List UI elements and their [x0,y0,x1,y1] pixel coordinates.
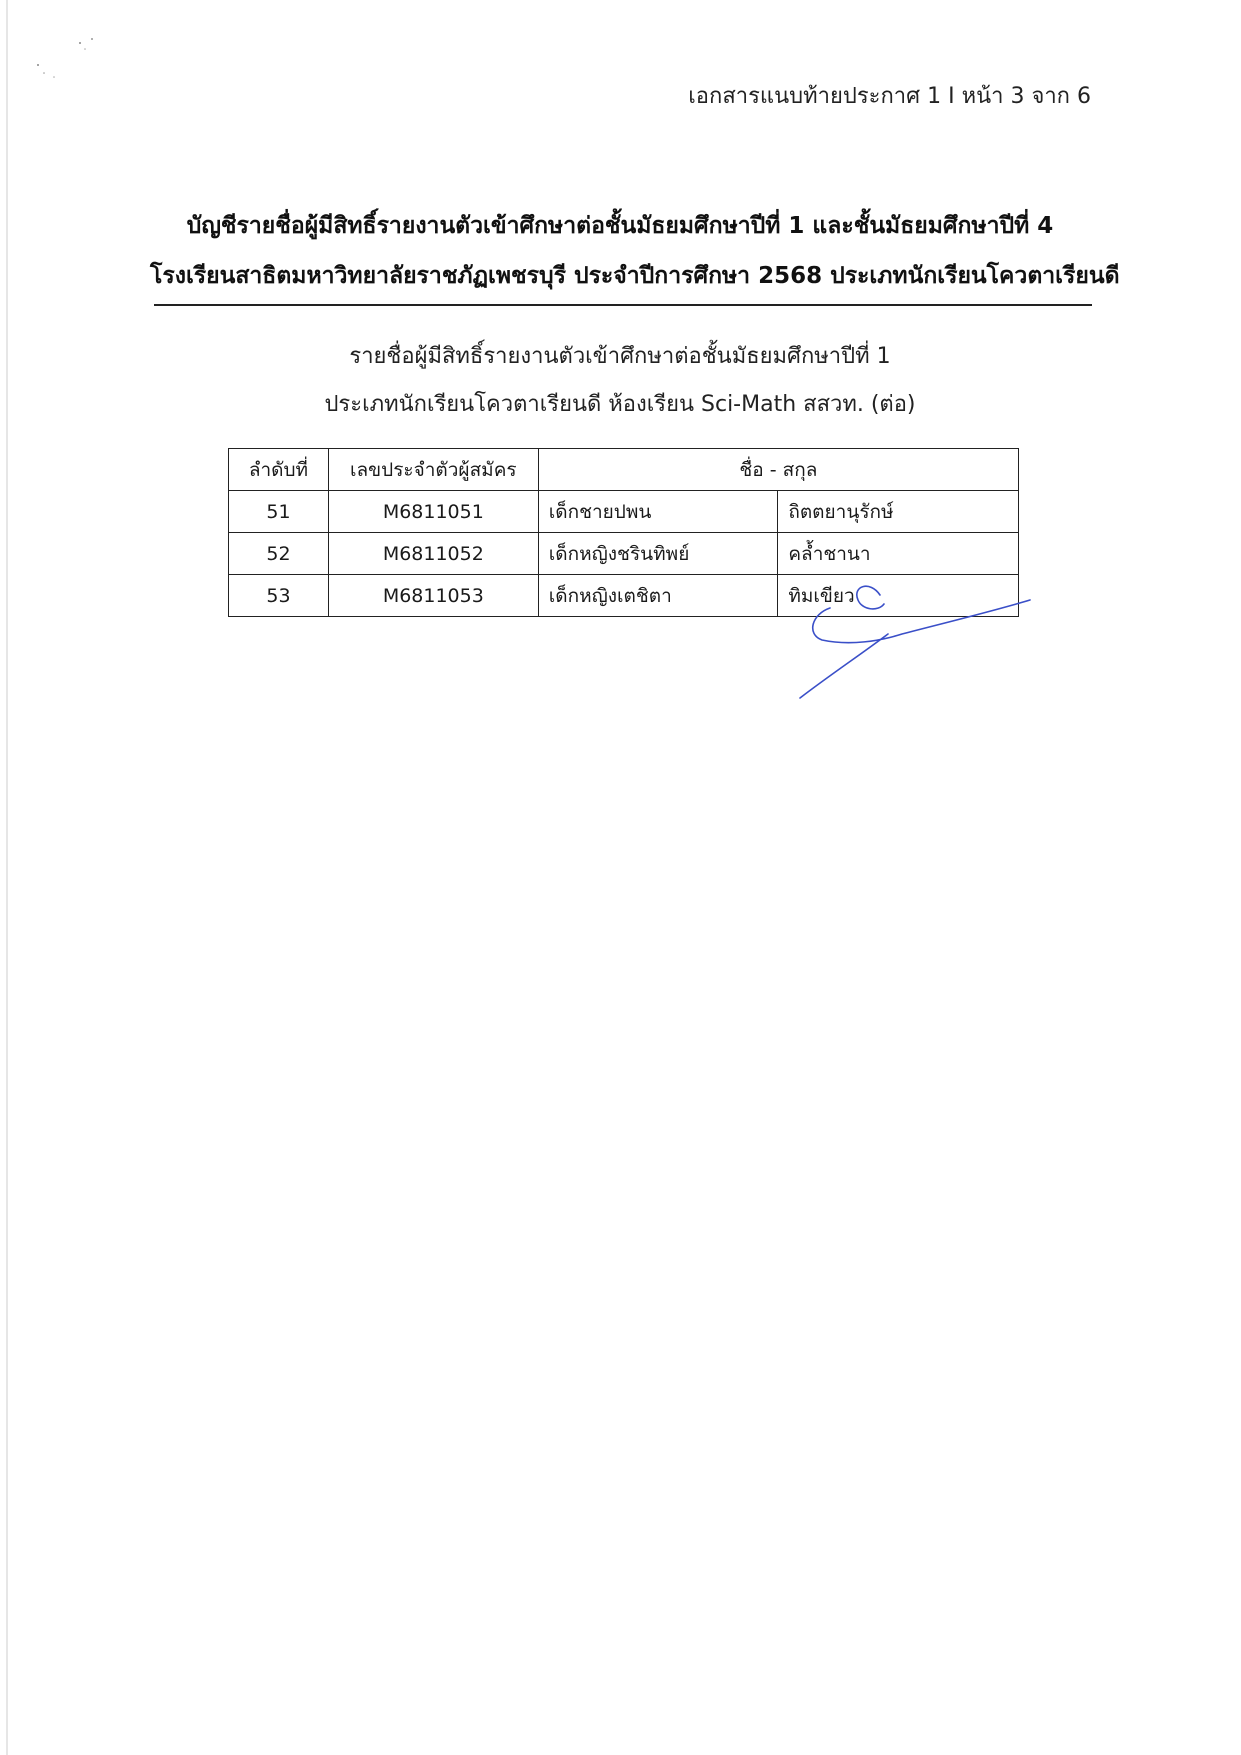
cell-last-name: ถิตตยานุรักษ์ [778,491,1019,533]
scan-specks [30,35,120,95]
cell-order: 51 [229,491,329,533]
section-subtitle-line-1: รายชื่อผู้มีสิทธิ์รายงานตัวเข้าศึกษาต่อชั้นมัธยมศึกษาปีที่ 1 [349,344,891,369]
document-title-line-1: บัญชีรายชื่อผู้มีสิทธิ์รายงานตัวเข้าศึกษาต่อชั้นมัธยมศึกษาปีที่ 1 และชั้นมัธยมศึกษาปีที่ 4 [186,213,1054,239]
header-name: ชื่อ - สกุล [538,449,1018,491]
title-divider [154,304,1092,306]
cell-last-name: ทิมเขียว [778,575,1019,617]
header-applicant-id: เลขประจำตัวผู้สมัคร [328,449,538,491]
cell-applicant-id: M6811053 [328,575,538,617]
cell-last-name: คล้ำชานา [778,533,1019,575]
cell-order: 53 [229,575,329,617]
applicant-table [228,448,1019,617]
table-row [229,491,1019,533]
cell-first-name: เด็กชายปพน [538,491,778,533]
document-title-line-2: โรงเรียนสาธิตมหาวิทยาลัยราชภัฏเพชรบุรี ประจำปีการศึกษา 2568 ประเภทนักเรียนโควตาเรียนดี [150,263,1120,289]
header-order: ลำดับที่ [229,449,329,491]
cell-applicant-id: M6811052 [328,533,538,575]
table-row [229,533,1019,575]
page-edge [6,0,8,1755]
cell-first-name: เด็กหญิงชรินทิพย์ [538,533,778,575]
section-subtitle-line-2: ประเภทนักเรียนโควตาเรียนดี ห้องเรียน Sci-Math สสวท. (ต่อ) [324,392,916,417]
table-header-row [229,449,1019,491]
page-reference: เอกสารแนบท้ายประกาศ 1 I หน้า 3 จาก 6 [688,84,1091,109]
cell-first-name: เด็กหญิงเตชิตา [538,575,778,617]
table-row [229,575,1019,617]
cell-order: 52 [229,533,329,575]
cell-applicant-id: M6811051 [328,491,538,533]
